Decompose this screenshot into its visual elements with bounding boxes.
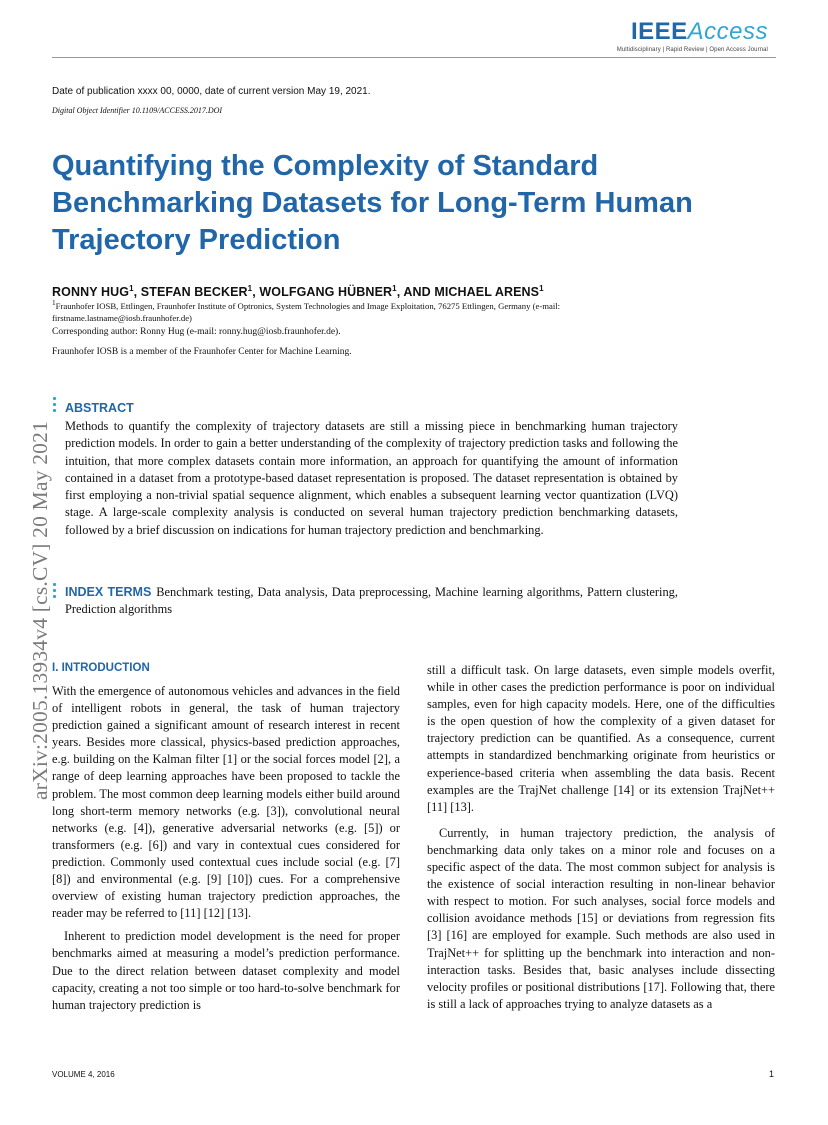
footer-page-number: 1 [769,1069,775,1079]
index-terms [65,584,678,619]
author-affiliation-mark: 1 [129,284,134,293]
paragraph: Currently, in human trajectory prediction, the analysis of benchmarking data only takes on a minor role and focuses on a specific aspect of the data. The most common subject for analysis is the existence of social interaction resulting in non-linear behavior with respect to motion. For such analyses, social force models and collision avoidance methods [15] or deviations from regression fits [3] [16] are employed for example. Such methods are also used in TrajNet++ for splitting up the benchmark into interaction and non-interaction tasks. Besides that, basic analyses include dissecting velocity profiles or positional distributions [17]. Following that, there is still a lack of approaches trying to analyze datasets as a [427,825,775,1011]
paragraph: still a difficult task. On large datasets, even simple models overfit, while in other cases the prediction performance is poor on individual samples, even for high capacity models. Here, one of the difficulties is the open question of how the complexity of a given dataset for trajectory prediction can be quantified. As a consequence, current attempts in standardized benchmarking originate from heuristics or experience-based criteria when assembling the data basis. Recent examples are the TrajNet challenge [14] or its extension TrajNet++ [11] [13]. [427,663,775,814]
abstract-text: Methods to quantify the complexity of trajectory datasets are still a missing piece in benchmarking human trajectory prediction models. In order to gain a better understanding of the complexity of trajectory prediction tasks and following the intuition, that more complex datasets contain more information, an approach for quantifying the amount of information contained in a dataset from a prototype-based dataset representation is proposed. The dataset representation is obtained by first employing a non-trivial spatial sequence alignment, which enables a subsequent learning vector quantization (LVQ) stage. A large-scale complexity analysis is conducted on several human trajectory prediction benchmarking datasets, followed by a brief discussion on indications for human trajectory prediction and benchmarking. [65,419,678,537]
paragraph: With the emergence of autonomous vehicles and advances in the field of intelligent robots in general, the task of human trajectory prediction gained a significant amount of research interest in recent years. Besides more classical, physics-based prediction approaches, e.g. building on the Kalman filter [1] or the social forces model [2], a range of deep learning approaches have been proposed to tackle the problem. The most common deep learning models either build around long short-term memory networks (e.g. [3]), convolutional neural networks (e.g. [4]), generative adversarial networks (e.g. [5]) or transformers (e.g. [6]) and vary in contextual cues considered for prediction. Commonly used contextual cues include social (e.g. [7] [8]) and environmental (e.g. [9] [10]) cues. For a comprehensive overview of existing human trajectory prediction approaches, the reader may be referred to [11] [12] [13]. [52,684,400,921]
author-name: STEFAN BECKER [140,285,248,300]
publication-date: Date of publication xxxx 00, 0000, date of current version May 19, 2021. [52,86,371,97]
index-terms-label: INDEX TERMS [65,585,152,599]
paper-title: Quantifying the Complexity of Standard Benchmarking Datasets for Long-Term Human Trajectory Prediction [52,150,693,256]
author-affiliation-mark: 1 [539,284,544,293]
author-name: WOLFGANG HÜBNER [259,285,393,300]
doi: Digital Object Identifier 10.1109/ACCESS.2017.DOI [52,106,223,115]
author-affiliation-mark: 1 [392,284,397,293]
paragraph: Inherent to prediction model development is the need for proper benchmarks aimed at measuring a model’s prediction performance. Due to the direct relation between dataset complexity and model capacity, creating a not too simple or too hard-to-solve benchmark for human trajectory prediction is [52,929,400,1012]
author-name: MICHAEL ARENS [434,285,540,300]
logo-access: Access [687,18,768,45]
affiliation: $^1$Fraunhofer IOSB, Ettlingen, Fraunhofer Institute of Optronics, System Technologies and Image Exploitation, 76275 Ettlingen, Germany (e-mail: firstname.lastname@iosb.fraunhofer.de) [52,299,561,323]
funding-note: Fraunhofer IOSB is a member of the Fraunhofer Center for Machine Learning. [52,347,352,357]
logo-tagline: Multidisciplinary | Rapid Review | Open Access Journal [616,47,768,53]
author-name: RONNY HUG [52,285,130,300]
right-column [427,662,775,1013]
author-affiliation-mark: 1 [247,284,253,293]
footer-volume: VOLUME 4, 2016 [52,1070,115,1079]
header-divider [52,57,776,58]
logo-ieee: IEEE [630,18,688,45]
left-column [52,683,400,1014]
corresponding-author: Corresponding author: Ronny Hug (e-mail: ronny.hug@iosb.fraunhofer.de). [52,327,341,337]
index-terms-text: Benchmark testing, Data analysis, Data preprocessing, Machine learning algorithms, Pattern clustering, Prediction algorithms [65,585,678,617]
author-list: RONNY HUG$^1$, STEFAN BECKER$^1$, WOLFGANG HÜBNER$^1$, AND MICHAEL ARENS$^1$ [52,284,544,300]
ieee-access-logo [617,18,768,53]
arxiv-side-stamp: arXiv:2005.13934v4 [cs.CV] 20 May 2021 [28,420,52,800]
abstract-dots-icon [53,397,59,415]
index-terms-dots-icon [53,583,59,601]
section-heading-introduction: I. INTRODUCTION [52,662,150,674]
abstract-heading: ABSTRACT [65,401,134,415]
